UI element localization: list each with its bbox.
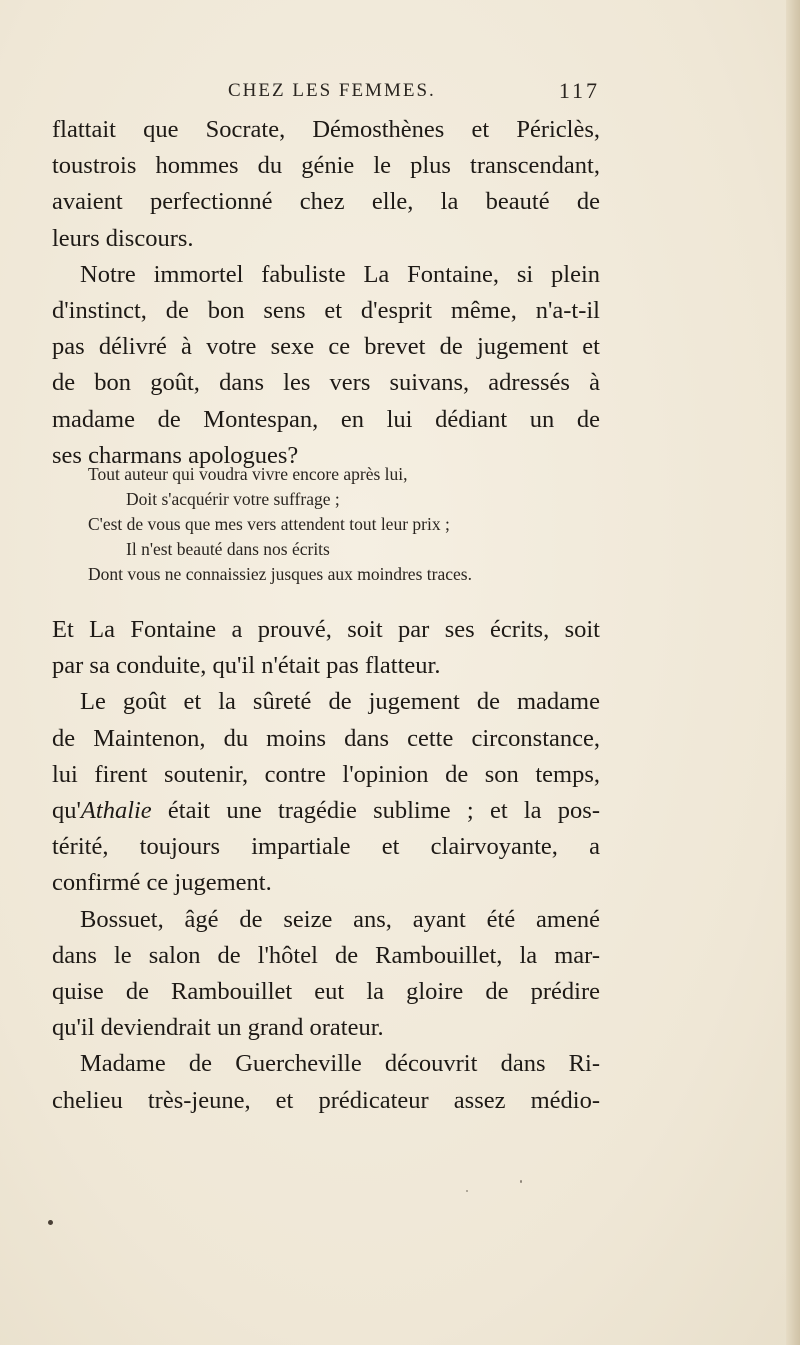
text-fragment: était une tragédie sublime ; et la pos- bbox=[151, 797, 600, 825]
paragraph-line: flattait que Socrate, Démosthènes et Périclès, bbox=[52, 116, 600, 143]
paragraph-line: Notre immortel fabuliste La Fontaine, si plein bbox=[80, 260, 600, 288]
paragraph-line: chelieu très-jeune, et prédicateur assez médio- bbox=[52, 1086, 600, 1114]
text-block-lower bbox=[52, 612, 600, 1119]
verse-line: Doit s'acquérir votre suffrage ; bbox=[126, 489, 340, 509]
text-fragment: qu' bbox=[52, 797, 81, 825]
paragraph-line: Le goût et la sûreté de jugement de madame bbox=[80, 688, 600, 716]
verse-line: Tout auteur qui voudra vivre encore après lui, bbox=[88, 464, 408, 484]
paragraph-line: qu'il deviendrait un grand orateur. bbox=[52, 1014, 384, 1042]
paper-speck bbox=[48, 1220, 53, 1225]
paragraph-line: lui firent soutenir, contre l'opinion de son temps, bbox=[52, 760, 600, 788]
paragraph-line: de Maintenon, du moins dans cette circonstance, bbox=[52, 724, 600, 752]
paragraph-line: par sa conduite, qu'il n'était pas flatteur. bbox=[52, 652, 441, 680]
paper-speck bbox=[520, 1180, 522, 1183]
page-number: 117 bbox=[558, 78, 600, 103]
paragraph-line: madame de Montespan, en lui dédiant un de bbox=[52, 405, 600, 433]
running-head: CHEZ LES FEMMES. bbox=[228, 80, 436, 101]
paragraph-line: quise de Rambouillet eut la gloire de prédire bbox=[52, 978, 600, 1006]
paragraph-line: d'instinct, de bon sens et d'esprit même, n'a-t-il bbox=[52, 297, 600, 325]
page-header bbox=[52, 80, 600, 110]
page-edge bbox=[786, 0, 800, 1345]
paragraph-line: Et La Fontaine a prouvé, soit par ses écrits, soit bbox=[52, 616, 600, 643]
paragraph-line: confirmé ce jugement. bbox=[52, 869, 272, 897]
paragraph-line: de bon goût, dans les vers suivans, adressés à bbox=[52, 369, 600, 397]
paragraph-line: Bossuet, âgé de seize ans, ayant été amené bbox=[80, 905, 600, 933]
paragraph-line: ses charmans apologues? bbox=[52, 441, 299, 469]
paragraph-line: Madame de Guercheville découvrit dans Ri- bbox=[80, 1050, 600, 1078]
paragraph-line: leurs discours. bbox=[52, 224, 194, 252]
verse-line: C'est de vous que mes vers attendent tout leur prix ; bbox=[88, 514, 450, 534]
verse-line: Il n'est beauté dans nos écrits bbox=[126, 539, 330, 559]
paragraph-line: pas délivré à votre sexe ce brevet de jugement et bbox=[52, 333, 600, 361]
paragraph-line: dans le salon de l'hôtel de Rambouillet, la mar- bbox=[52, 941, 600, 969]
paper-speck bbox=[466, 1190, 468, 1192]
paragraph-line: térité, toujours impartiale et clairvoyante, a bbox=[52, 833, 600, 861]
work-title-athalie: Athalie bbox=[80, 797, 152, 825]
verse-line: Dont vous ne connaissiez jusques aux moindres traces. bbox=[88, 564, 472, 584]
paragraph-line bbox=[52, 793, 600, 829]
verse-quotation bbox=[88, 462, 588, 587]
text-block-upper bbox=[52, 112, 600, 474]
paragraph-line: avaient perfectionné chez elle, la beauté de bbox=[52, 188, 600, 216]
paragraph-line: toustrois hommes du génie le plus transcendant, bbox=[52, 152, 600, 180]
